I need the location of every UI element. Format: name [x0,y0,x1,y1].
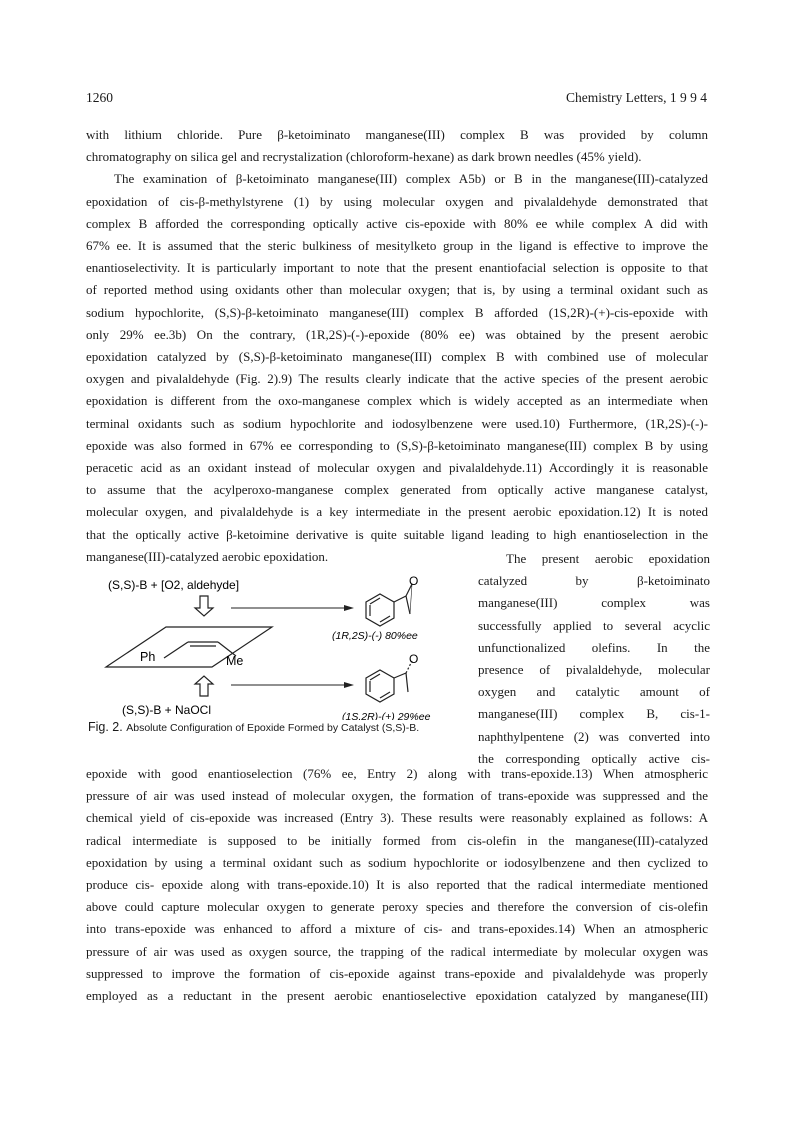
oxygen-label-bottom: O [409,652,419,666]
text-line: that the optically active β-ketoimine derivative is quite suitable ligand leading to high enantioselection in the [86,526,708,542]
up-arrow [195,676,213,696]
right-column-text [478,548,710,770]
top-reagent: (S,S)-B + [O2, aldehyde] [108,578,240,592]
bottom-reaction-arrow [231,682,354,688]
olefin-plane [106,627,272,667]
text-line: presence of pivalaldehyde, molecular [478,662,710,678]
top-reaction-arrow [231,605,354,611]
oxygen-label-top: O [409,574,419,588]
text-line: epoxidation of cis-β-methylstyrene (1) by using molecular oxygen and pivalaldehyde demonstrated that [86,193,708,209]
epoxide-product-bottom [366,661,412,702]
body-text-bottom [86,763,708,1007]
text-line: chromatography on silica gel and recrystalization (chloroform-hexane) as dark brown needles (45% yield). [86,149,642,165]
text-line: epoxidation is different from the oxo-manganese complex which is widely accepted as an intermediate when [86,393,708,409]
page-number: 1260 [86,90,113,105]
text-line: The examination of β-ketoiminato manganese(III) complex A5b) or B in the manganese(III)-catalyzed [114,171,708,187]
epoxide-product-top [366,584,412,626]
text-line: epoxide with good enantioselection (76% ee, Entry 2) along with trans-epoxide.13) When atmospheric [86,766,708,781]
figure-caption-text: Absolute Configuration of Epoxide Formed by Catalyst (S,S)-B. [126,722,420,734]
text-line: of reported method using oxidants other than molecular oxygen; that is, by using a terminal oxidant such as [86,282,708,298]
figure-caption-prefix: Fig. 2. [88,720,123,734]
text-line: suppressed to improve the formation of cis-epoxide against trans-epoxide and pivalaldehyde was properly [86,965,708,981]
text-line: with lithium chloride. Pure β-ketoiminato manganese(III) complex B was provided by column [86,127,708,142]
text-line: catalyzed by β-ketoiminato [478,573,710,589]
text-line: pressure of air was used instead of molecular oxygen, the formation of trans-epoxide was suppressed and the [86,788,708,804]
text-line: successfully applied to several acyclic [478,617,710,633]
text-line: The present aerobic epoxidation [506,551,710,566]
figure-caption [88,720,419,734]
text-line: naphthylpentene (2) was converted into [478,728,710,744]
text-line: enantioselectivity. It is particularly important to note that the present enantiofacial selection is opposite to that [86,260,708,276]
text-line: epoxidation by using a terminal oxidant such as sodium hypochlorite or iodosylbenzene and then cyclized to [86,854,708,870]
text-line: manganese(III)-catalyzed aerobic epoxidation. [86,548,329,564]
text-line: complex B afforded the corresponding optically active cis-epoxide with 80% ee while complex A did with [86,215,708,231]
bottom-reagent: (S,S)-B + NaOCl [122,703,212,717]
product-bottom-label: (1S,2R)-(+) 29%ee [342,711,431,720]
figure-2-scheme [86,570,466,720]
olefin-ph-label: Ph [140,650,156,664]
text-line: above could capture molecular oxygen to generate peroxy species and therefore the conversion of cis-olefin [86,899,708,915]
text-line: the corresponding optically active cis- [478,750,710,766]
text-line: to assume that the acylperoxo-manganese complex generated from optically active manganese catalyst, [86,482,708,498]
text-line: employed as a reductant in the present aerobic enantioselective epoxidation catalyzed by manganese(III) [86,988,708,1004]
text-line: epoxide was also formed in 67% ee corresponding to (S,S)-β-ketoiminato manganese(III) complex B by using [86,437,708,453]
text-line: pressure of air was used as oxygen source, the trapping of the radical intermediate by molecular oxygen was [86,943,708,959]
text-line: peracetic acid as an oxidant instead of molecular oxygen and pivalaldehyde.11) Accordingly it is reasonable [86,460,708,476]
text-line: unfunctionalized olefins. In the [478,639,710,655]
body-text-top [86,124,708,568]
down-arrow [195,596,213,616]
text-line: 67% ee. It is assumed that the steric bulkiness of mesitylketo group in the ligand is effective to improve the [86,238,708,254]
olefin-me-label: Me [226,654,244,668]
product-top-label: (1R,2S)-(-) 80%ee [332,630,418,642]
text-line: radical intermediate is supposed to be initially formed from cis-olefin in the manganese(III)-catalyzed [86,832,708,848]
text-line: oxygen and pivalaldehyde (Fig. 2).9) The results clearly indicate that the active species of the present aerobic [86,371,708,387]
figure-2 [86,570,466,740]
text-line: terminal oxidants such as sodium hypochlorite and iodosylbenzene were used.10) Furthermore, (1R,2S)-(-)- [86,415,708,431]
text-line: chemical yield of cis-epoxide was increased (Entry 3). These results were reasonably explained as follows: A [86,810,708,826]
text-line: manganese(III) complex B, cis-1- [478,706,710,722]
text-line: oxygen and catalytic amount of [478,684,710,700]
text-line: into trans-epoxide was enhanced to afford a mixture of cis- and trans-epoxides.14) When an atmospheric [86,921,708,937]
text-line: produce cis- epoxide along with trans-epoxide.10) It is also reported that the radical intermediate mentioned [86,877,708,893]
text-line: only 29% ee.3b) On the contrary, (1R,2S)-(-)-epoxide (80% ee) was obtained by the present aerobic [86,326,708,342]
journal-running-title: Chemistry Letters, 1 9 9 4 [566,90,707,105]
text-line: molecular oxygen, and pivalaldehyde is a key intermediate in the present aerobic epoxidation.12) It is noted [86,504,708,520]
text-line: sodium hypochlorite, (S,S)-β-ketoiminato manganese(III) complex B afforded (1S,2R)-(+)-cis-epoxide with [86,304,708,320]
text-line: epoxidation catalyzed by (S,S)-β-ketoiminato manganese(III) complex B with combined use of molecular [86,349,708,365]
text-line: manganese(III) complex was [478,595,710,611]
